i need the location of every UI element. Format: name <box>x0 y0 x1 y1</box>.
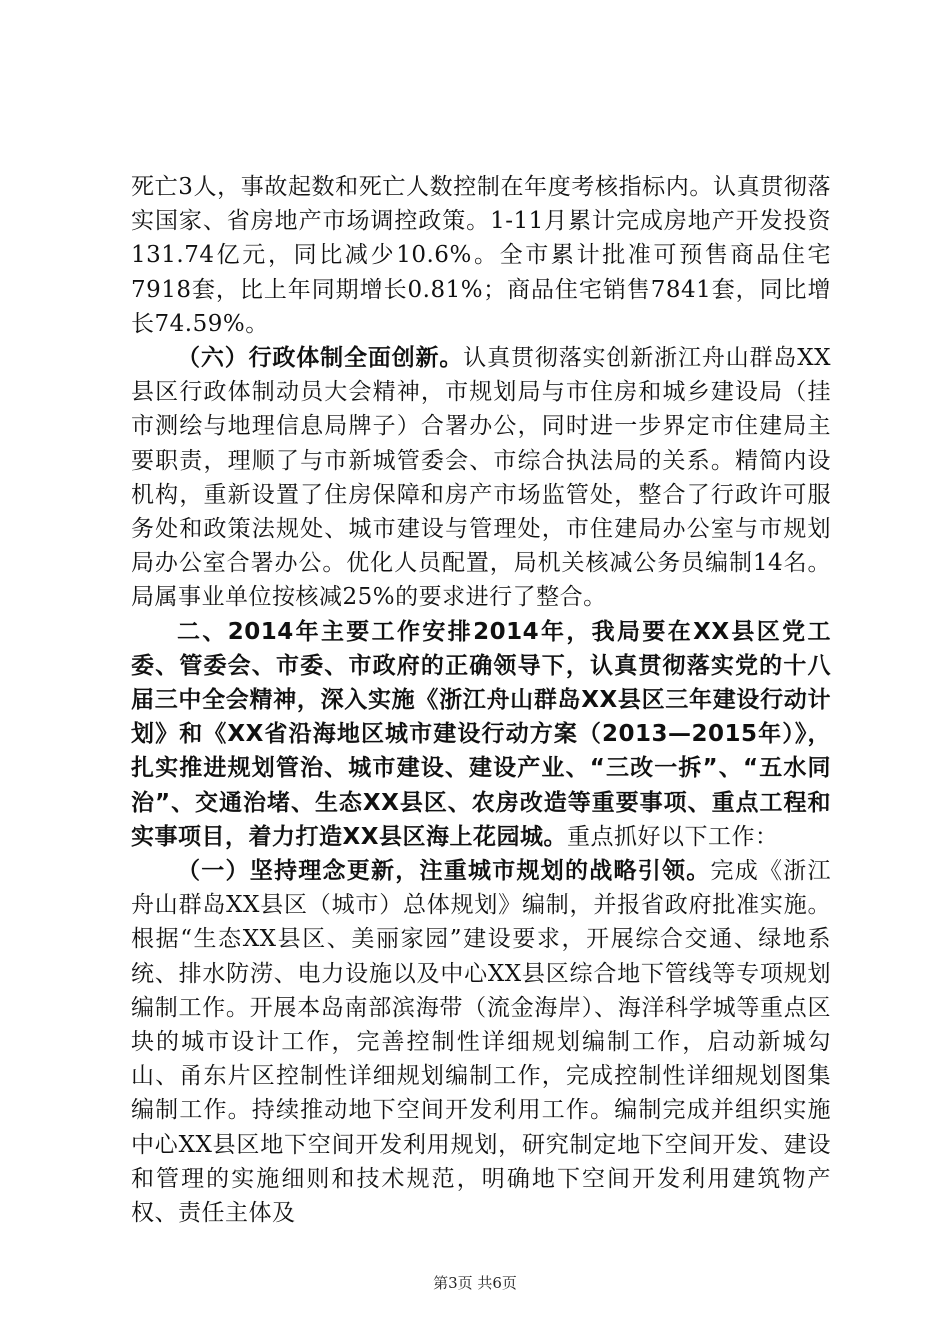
page-footer: 第3页 共6页 <box>433 1274 517 1292</box>
paragraph-4-text: 完成《浙江舟山群岛XX县区（城市）总体规划》编制，并报省政府批准实施。根据“生态XX县区、美丽家园”建设要求，开展综合交通、绿地系统、排水防涝、电力设施以及中心XX县区综合地下管线等专项规划编制工作。开展本岛南部滨海带（流金海岸）、海洋科学城等重点区块的城市设计工作，完善控制性详细规划编制工作，启动新城勾山、甬东片区控制性详细规划编制工作，完成控制性详细规划图集编制工作。持续推动地下空间开发利用工作。编制完成并组织实施中心XX县区地下空间开发利用规划，研究制定地下空间开发、建设和管理的实施细则和技术规范，明确地下空间开发利用建筑物产权、责任主体及 <box>131 858 831 1227</box>
paragraph-3 <box>131 615 831 854</box>
paragraph-1-text: 死亡3人，事故起数和死亡人数控制在年度考核指标内。认真贯彻落实国家、省房地产市场调控政策。1-11月累计完成房地产开发投资131.74亿元，同比减少10.6%。全市累计批准可预售商品住宅7918套，比上年同期增长0.81%；商品住宅销售7841套，同比增长74.59%。 <box>131 174 831 337</box>
paragraph-2 <box>131 341 831 615</box>
paragraph-1 <box>131 170 831 341</box>
document-body <box>131 170 831 1230</box>
paragraph-4 <box>131 854 831 1230</box>
paragraph-4-heading: （一）坚持理念更新，注重城市规划的战略引领。 <box>177 858 711 885</box>
paragraph-3-text: 重点抓好以下工作： <box>566 823 779 850</box>
paragraph-3-heading: 二、2014年主要工作安排2014年，我局要在XX县区党工委、管委会、市委、市政府的正确领导下，认真贯彻落实党的十八届三中全会精神，深入实施《浙江舟山群岛XX县区三年建设行动计划》和《XX省沿海地区城市建设行动方案（2013—2015年）》，扎实推进规划管治、城市建设、建设产业、“三改一拆”、“五水同治”、交通治堵、生态XX县区、农房改造等重要事项、重点工程和实事项目，着力打造XX县区海上花园城。 <box>131 618 831 850</box>
paragraph-2-heading: （六）行政体制全面创新。 <box>177 345 464 372</box>
paragraph-2-text: 认真贯彻落实创新浙江舟山群岛XX县区行政体制动员大会精神，市规划局与市住房和城乡建设局（挂市测绘与地理信息局牌子）合署办公，同时进一步界定市住建局主要职责，理顺了与市新城管委会、市综合执法局的关系。精简内设机构，重新设置了住房保障和房产市场监管处，整合了行政许可服务处和政策法规处、城市建设与管理处，市住建局办公室与市规划局办公室合署办公。优化人员配置，局机关核减公务员编制14名。局属事业单位按核减25%的要求进行了整合。 <box>131 345 832 611</box>
